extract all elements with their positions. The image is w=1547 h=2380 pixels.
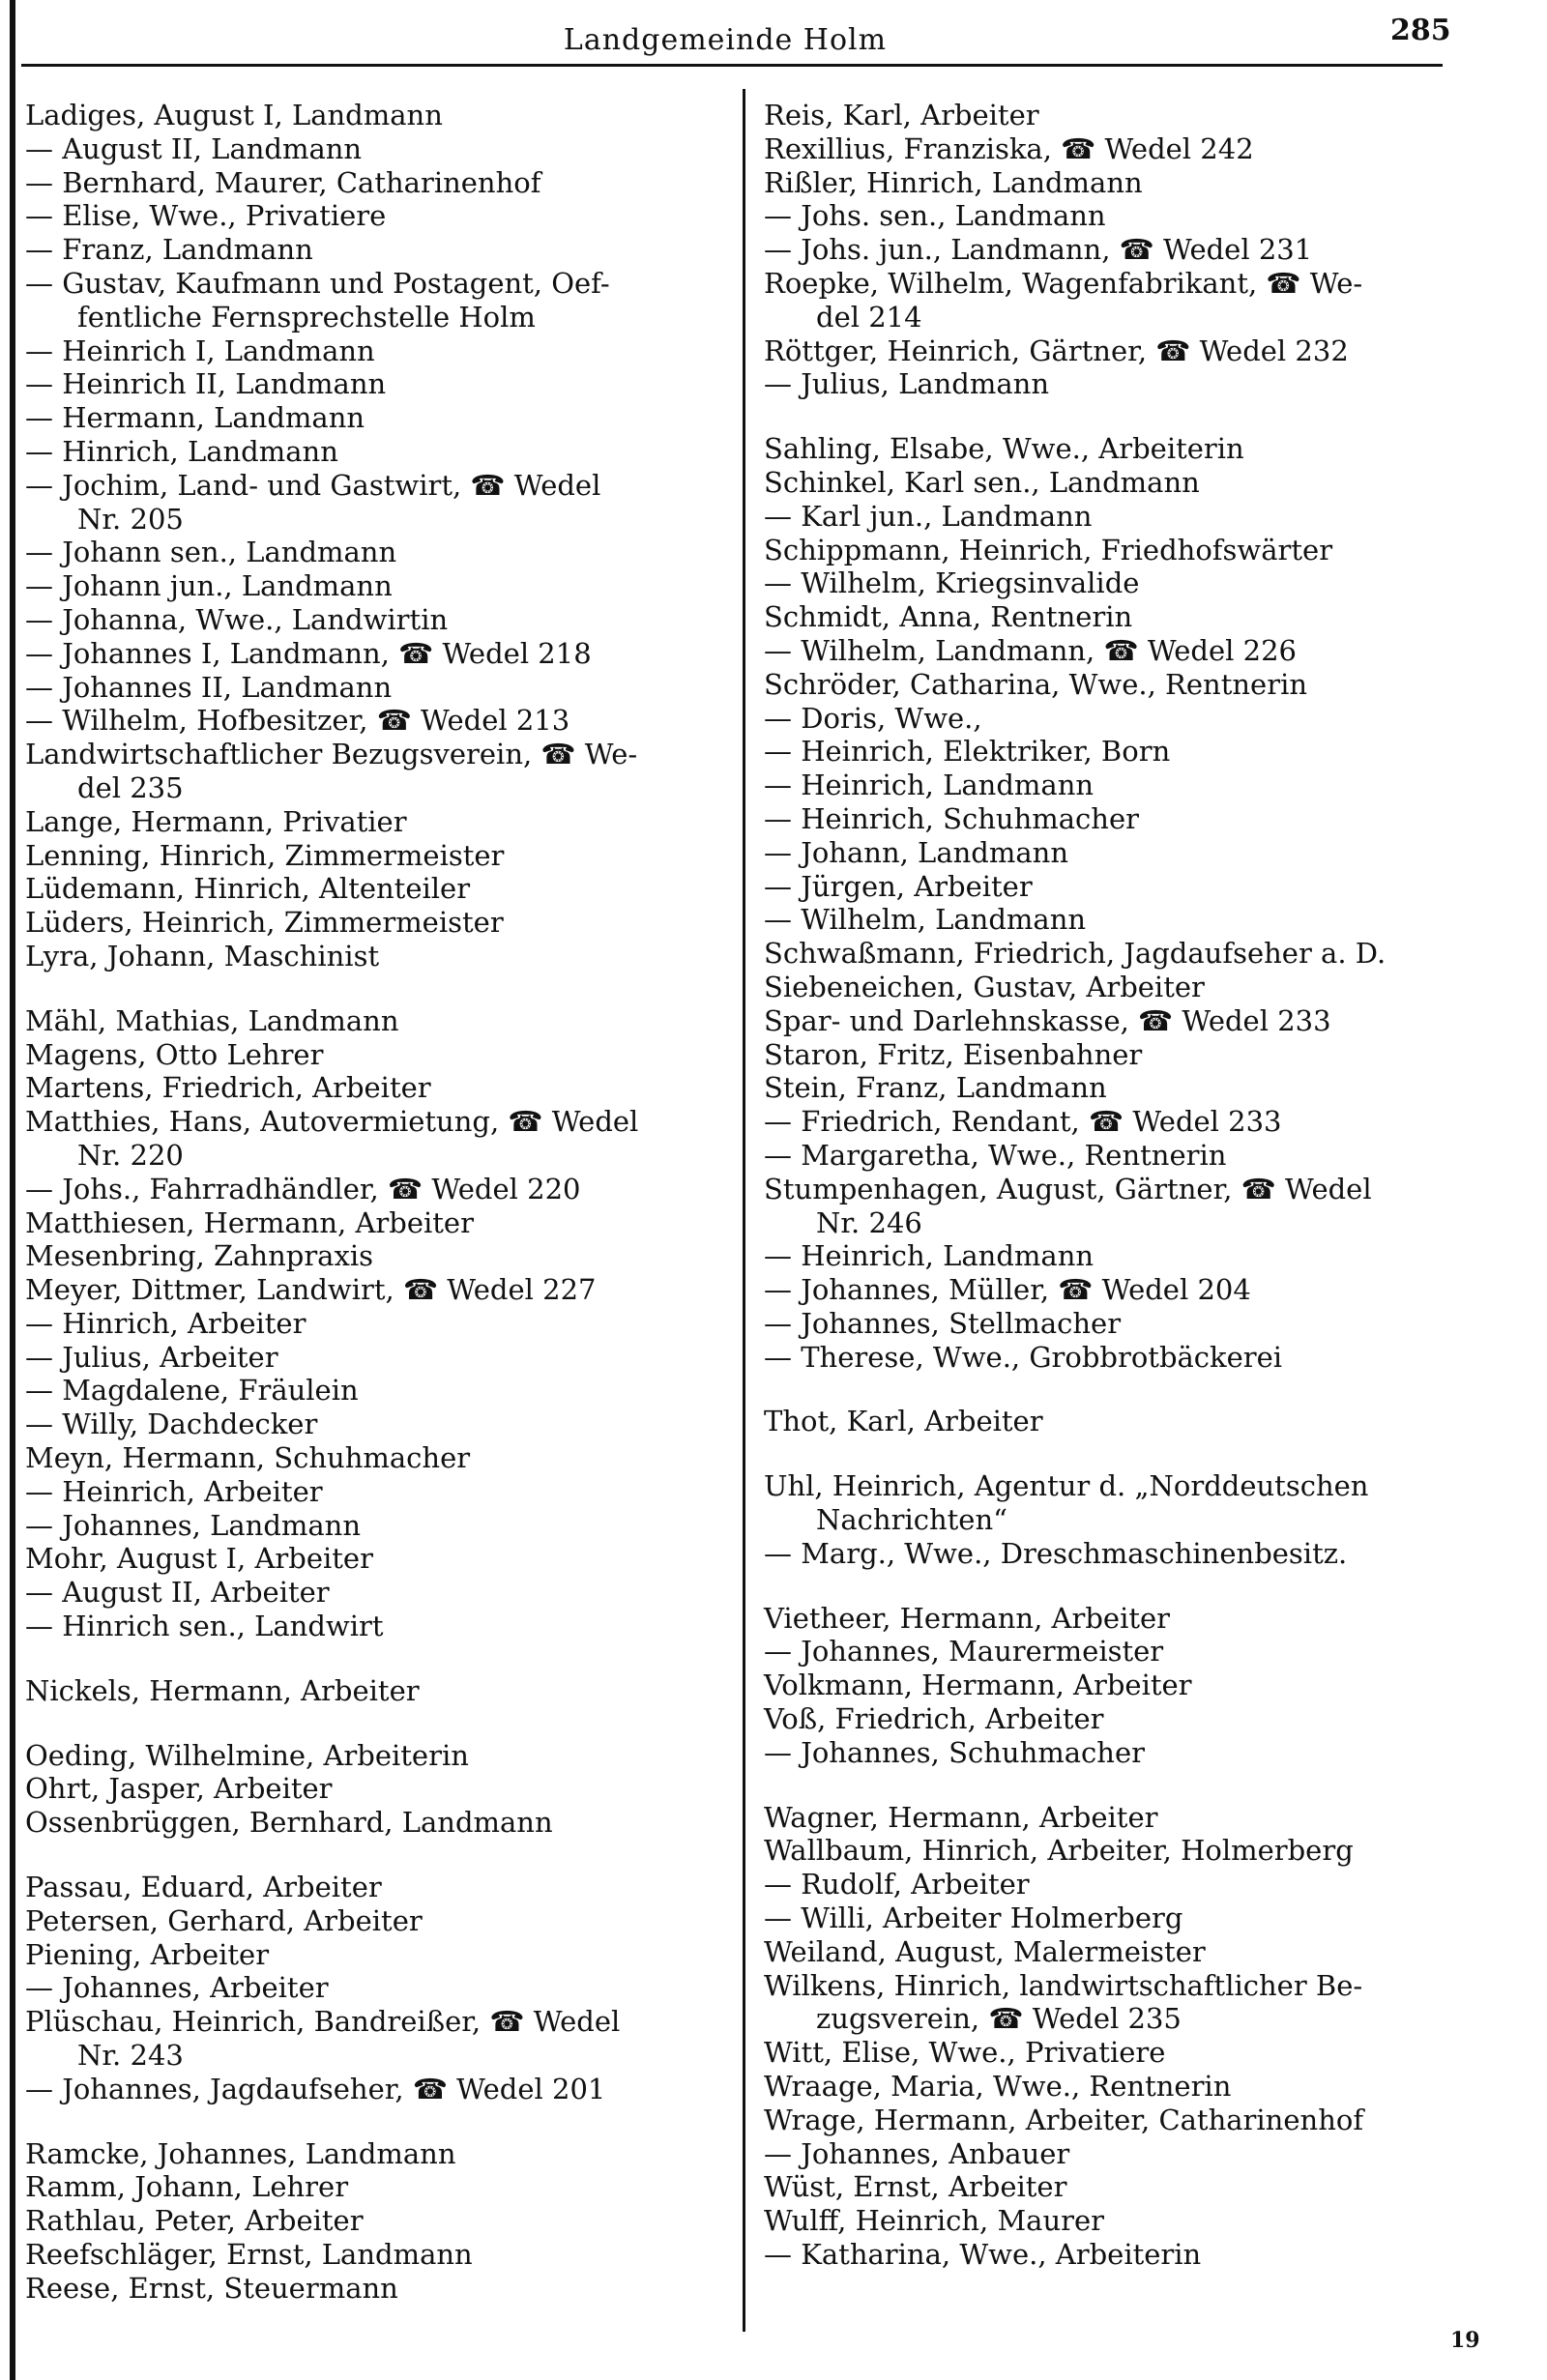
entry-text: — Johanna, Wwe., Landwirtin (25, 602, 449, 636)
directory-entry (25, 1904, 731, 1938)
entry-text: Wüst, Ernst, Arbeiter (764, 2170, 1067, 2204)
entry-text: Piening, Arbeiter (25, 1937, 270, 1971)
entry-gap (25, 973, 731, 1004)
directory-entry (25, 1408, 731, 1441)
header-rule (21, 64, 1443, 67)
directory-entry (25, 637, 731, 671)
directory-entry (25, 805, 731, 839)
entry-text: Wrage, Hermann, Arbeiter, Catharinenhof (764, 2103, 1364, 2136)
entry-text: Magens, Otto Lehrer (25, 1037, 324, 1071)
directory-entry (764, 334, 1479, 368)
entry-text: Stumpenhagen, August, Gärtner, ☎ Wedel (764, 1172, 1372, 1205)
directory-entry (764, 903, 1479, 937)
directory-entry (764, 1969, 1479, 2037)
entry-text: — Johannes, Maurermeister (764, 1635, 1164, 1669)
directory-entry (25, 1374, 731, 1408)
directory-entry (25, 1239, 731, 1273)
entry-text: Schröder, Catharina, Wwe., Rentnerin (764, 667, 1308, 701)
entry-continuation: zugsverein, ☎ Wedel 235 (816, 2002, 1182, 2036)
entry-continuation: del 214 (816, 300, 922, 334)
directory-entry (25, 569, 731, 603)
entry-text: Vietheer, Hermann, Arbeiter (764, 1601, 1171, 1635)
directory-entry (25, 435, 731, 469)
entry-text: — Bernhard, Maurer, Catharinenhof (25, 165, 541, 199)
directory-entry (764, 600, 1479, 634)
entry-text: — Margaretha, Wwe., Rentnerin (764, 1138, 1227, 1172)
directory-entry (764, 566, 1479, 600)
directory-entry (764, 166, 1479, 200)
directory-entry (764, 2170, 1479, 2204)
entry-text: Reefschläger, Ernst, Landmann (25, 2238, 473, 2272)
entry-text: — Johannes II, Landmann (25, 670, 393, 704)
entry-continuation: fentliche Fernsprechstelle Holm (77, 300, 536, 334)
directory-entry (764, 99, 1479, 132)
directory-entry (764, 971, 1479, 1004)
entry-text: Ramm, Johann, Lehrer (25, 2170, 349, 2204)
directory-entry (764, 836, 1479, 870)
entry-text: — Hinrich sen., Landwirt (25, 1610, 384, 1643)
directory-entry (764, 1071, 1479, 1105)
page-number: 285 (1390, 14, 1451, 47)
directory-entry (764, 233, 1479, 267)
entry-text: Ramcke, Johannes, Landmann (25, 2136, 456, 2170)
directory-entry (764, 1341, 1479, 1375)
entry-text: Landwirtschaftlicher Bezugsverein, ☎ We- (25, 738, 638, 771)
directory-entry (25, 1509, 731, 1543)
entry-text: Schmidt, Anna, Rentnerin (764, 600, 1133, 634)
entry-text: Matthiesen, Hermann, Arbeiter (25, 1205, 474, 1239)
entry-text: Ohrt, Jasper, Arbeiter (25, 1772, 333, 1806)
directory-entry (764, 1273, 1479, 1307)
entry-continuation: Nr. 220 (77, 1138, 184, 1172)
entry-text: — Johann jun., Landmann (25, 569, 393, 603)
directory-entry (25, 1105, 731, 1173)
directory-entry (764, 1801, 1479, 1835)
entry-text: Meyn, Hermann, Schuhmacher (25, 1441, 471, 1475)
entry-text: — Marg., Wwe., Dreschmaschinenbesitz. (764, 1536, 1348, 1570)
directory-entry (764, 534, 1479, 567)
directory-entry (25, 839, 731, 873)
directory-entry (25, 1475, 731, 1509)
directory-entry (764, 367, 1479, 401)
entry-text: Lyra, Johann, Maschinist (25, 939, 380, 972)
directory-entry (25, 1772, 731, 1806)
entry-text: — Johannes I, Landmann, ☎ Wedel 218 (25, 636, 592, 670)
directory-entry (25, 199, 731, 233)
entry-text: — Julius, Arbeiter (25, 1340, 278, 1374)
directory-entry (25, 2204, 731, 2238)
entry-text: Voß, Friedrich, Arbeiter (764, 1702, 1104, 1736)
entry-text: Wagner, Hermann, Arbeiter (764, 1800, 1158, 1834)
directory-entry (25, 1038, 731, 1072)
entry-text: Volkmann, Hermann, Arbeiter (764, 1669, 1192, 1702)
entry-text: Matthies, Hans, Autovermietung, ☎ Wedel (25, 1105, 639, 1139)
directory-entry (764, 1239, 1479, 1273)
entry-text: — Jürgen, Arbeiter (764, 869, 1033, 903)
entry-gap (764, 1438, 1479, 1469)
entry-text: Spar- und Darlehnskasse, ☎ Wedel 233 (764, 1003, 1331, 1037)
entry-continuation: del 235 (77, 770, 184, 804)
entry-text: — Johannes, Jagdaufseher, ☎ Wedel 201 (25, 2072, 606, 2105)
directory-entry (25, 1206, 731, 1240)
entry-text: Roepke, Wilhelm, Wagenfabrikant, ☎ We- (764, 266, 1363, 300)
directory-entry (25, 2238, 731, 2272)
directory-entry (25, 1004, 731, 1038)
directory-entry (25, 1674, 731, 1708)
entry-text: Wallbaum, Hinrich, Arbeiter, Holmerberg (764, 1834, 1354, 1868)
entry-text: Lüdemann, Hinrich, Altenteiler (25, 872, 471, 906)
entry-gap (764, 1374, 1479, 1405)
directory-entry (764, 1537, 1479, 1571)
entry-text: — Friedrich, Rendant, ☎ Wedel 233 (764, 1105, 1282, 1139)
entry-gap (764, 401, 1479, 432)
entry-text: Passau, Eduard, Arbeiter (25, 1871, 382, 1904)
directory-entry (764, 2070, 1479, 2104)
directory-entry (764, 1635, 1479, 1669)
directory-entry (25, 1971, 731, 2005)
directory-entry (25, 267, 731, 334)
directory-entry (764, 1307, 1479, 1341)
directory-entry (764, 769, 1479, 802)
entry-text: Mähl, Mathias, Landmann (25, 1003, 399, 1037)
entry-text: Oeding, Wilhelmine, Arbeiterin (25, 1738, 469, 1772)
page-edge-shadow (10, 0, 15, 2380)
directory-entry (764, 432, 1479, 466)
entry-text: Thot, Karl, Arbeiter (764, 1405, 1043, 1438)
directory-entry (25, 334, 731, 368)
directory-entry (25, 704, 731, 738)
directory-entry (25, 1341, 731, 1375)
entry-text: Reis, Karl, Arbeiter (764, 99, 1039, 131)
directory-entry (764, 2204, 1479, 2238)
right-column (764, 99, 1479, 2272)
entry-text: Weiland, August, Malermeister (764, 1934, 1206, 1968)
entry-text: — Johannes, Stellmacher (764, 1306, 1122, 1340)
entry-text: Schwaßmann, Friedrich, Jagdaufseher a. D. (764, 937, 1386, 971)
entry-text: — Katharina, Wwe., Arbeiterin (764, 2238, 1202, 2272)
directory-entry (25, 536, 731, 569)
entry-text: Lenning, Hinrich, Zimmermeister (25, 838, 505, 872)
entry-text: — Heinrich, Landmann (764, 769, 1095, 802)
directory-entry (25, 2137, 731, 2171)
entry-text: Mesenbring, Zahnpraxis (25, 1239, 373, 1273)
entry-text: — Doris, Wwe., (764, 701, 982, 735)
entry-text: — Hinrich, Landmann (25, 434, 338, 468)
directory-entry (25, 1938, 731, 1972)
entry-text: — Heinrich, Arbeiter (25, 1474, 323, 1508)
directory-entry (764, 132, 1479, 166)
entry-text: — Magdalene, Fräulein (25, 1374, 359, 1408)
directory-entry (25, 940, 731, 973)
entry-text: — Wilhelm, Kriegsinvalide (764, 566, 1140, 600)
entry-text: — Heinrich I, Landmann (25, 334, 375, 367)
entry-continuation: Nachrichten“ (816, 1503, 1007, 1537)
entry-text: Stein, Franz, Landmann (764, 1071, 1107, 1105)
directory-entry (25, 1576, 731, 1610)
entry-text: Wraage, Maria, Wwe., Rentnerin (764, 2070, 1232, 2104)
directory-entry (25, 2272, 731, 2306)
directory-entry (25, 1806, 731, 1840)
directory-entry (764, 735, 1479, 769)
entry-text: Wilkens, Hinrich, landwirtschaftlicher Be- (764, 1968, 1363, 2002)
entry-text: Ladiges, August I, Landmann (25, 99, 443, 131)
directory-entry (25, 2005, 731, 2073)
entry-text: Meyer, Dittmer, Landwirt, ☎ Wedel 227 (25, 1273, 597, 1307)
entry-text: — Heinrich II, Landmann (25, 367, 387, 401)
entry-text: — Wilhelm, Landmann (764, 903, 1087, 937)
entry-text: — Gustav, Kaufmann und Postagent, Oef- (25, 266, 610, 300)
entry-continuation: Nr. 243 (77, 2039, 184, 2073)
directory-entry (25, 671, 731, 705)
directory-entry (25, 1307, 731, 1341)
directory-entry (25, 1071, 731, 1105)
entry-text: Lange, Hermann, Privatier (25, 804, 407, 838)
directory-entry (764, 1469, 1479, 1537)
entry-text: — Wilhelm, Hofbesitzer, ☎ Wedel 213 (25, 704, 570, 738)
directory-entry (25, 1739, 731, 1773)
entry-text: — August II, Landmann (25, 131, 363, 165)
entry-text: — Franz, Landmann (25, 233, 313, 267)
directory-entry (764, 1004, 1479, 1038)
directory-entry (25, 1273, 731, 1307)
entry-text: — Willy, Dachdecker (25, 1408, 318, 1441)
directory-entry (25, 132, 731, 166)
entry-text: Rexillius, Franziska, ☎ Wedel 242 (764, 131, 1254, 165)
entry-text: Mohr, August I, Arbeiter (25, 1542, 373, 1576)
directory-entry (25, 2170, 731, 2204)
entry-text: Schinkel, Karl sen., Landmann (764, 465, 1200, 499)
entry-gap (25, 2106, 731, 2137)
directory-entry (764, 466, 1479, 500)
entry-text: — Elise, Wwe., Privatiere (25, 199, 387, 233)
directory-entry (764, 702, 1479, 736)
entry-text: Martens, Friedrich, Arbeiter (25, 1071, 431, 1105)
entry-gap (25, 1708, 731, 1739)
entry-text: — Heinrich, Elektriker, Born (764, 735, 1171, 769)
directory-entry (764, 668, 1479, 702)
entry-text: Wulff, Heinrich, Maurer (764, 2204, 1105, 2238)
directory-entry (764, 1602, 1479, 1636)
entry-text: — Johannes, Schuhmacher (764, 1735, 1145, 1769)
directory-entry (764, 199, 1479, 233)
entry-gap (25, 1643, 731, 1674)
directory-entry (764, 634, 1479, 668)
entry-text: Rathlau, Peter, Arbeiter (25, 2204, 364, 2238)
directory-entry (25, 872, 731, 906)
directory-entry (25, 469, 731, 537)
column-divider (743, 89, 745, 2332)
directory-entry (764, 2137, 1479, 2171)
entry-text: Reese, Ernst, Steuermann (25, 2271, 398, 2305)
entry-text: Lüders, Heinrich, Zimmermeister (25, 906, 504, 940)
entry-text: Uhl, Heinrich, Agentur d. „Norddeutschen (764, 1469, 1369, 1503)
directory-entry (764, 1139, 1479, 1173)
entry-text: — Johann sen., Landmann (25, 536, 397, 569)
entry-text: — Julius, Landmann (764, 367, 1049, 401)
directory-entry (25, 1173, 731, 1206)
entry-text: — Hermann, Landmann (25, 401, 365, 435)
entry-text: Nickels, Hermann, Arbeiter (25, 1673, 420, 1707)
directory-entry (764, 1105, 1479, 1139)
entry-gap (25, 1840, 731, 1871)
directory-entry (764, 1405, 1479, 1438)
directory-entry (764, 267, 1479, 334)
entry-text: — August II, Arbeiter (25, 1576, 330, 1610)
entry-text: — Johannes, Landmann (25, 1508, 362, 1542)
entry-text: — Heinrich, Schuhmacher (764, 801, 1139, 835)
directory-entry (764, 1868, 1479, 1901)
directory-entry (25, 1871, 731, 1904)
directory-entry (764, 870, 1479, 904)
entry-text: — Karl jun., Landmann (764, 499, 1093, 533)
entry-text: — Johs. jun., Landmann, ☎ Wedel 231 (764, 233, 1313, 267)
entry-text: — Rudolf, Arbeiter (764, 1868, 1030, 1901)
left-column (25, 99, 731, 2306)
signature-mark: 19 (1450, 2328, 1480, 2353)
directory-entry (764, 1702, 1479, 1736)
directory-entry (25, 401, 731, 435)
directory-entry (764, 2104, 1479, 2137)
entry-text: — Johann, Landmann (764, 835, 1068, 869)
directory-entry (25, 233, 731, 267)
entry-text: — Therese, Wwe., Grobbrotbäckerei (764, 1340, 1283, 1374)
entry-text: Staron, Fritz, Eisenbahner (764, 1037, 1143, 1071)
entry-text: — Willi, Arbeiter Holmerberg (764, 1901, 1183, 1935)
entry-text: Röttger, Heinrich, Gärtner, ☎ Wedel 232 (764, 334, 1349, 367)
directory-entry (25, 1610, 731, 1643)
directory-entry (25, 738, 731, 805)
directory-entry (764, 1901, 1479, 1935)
entry-gap (764, 1770, 1479, 1801)
entry-text: Sahling, Elsabe, Wwe., Arbeiterin (764, 432, 1244, 466)
directory-entry (25, 99, 731, 132)
entry-text: — Heinrich, Landmann (764, 1239, 1095, 1273)
directory-entry (25, 603, 731, 637)
directory-entry (764, 1173, 1479, 1240)
directory-entry (25, 1542, 731, 1576)
entry-continuation: Nr. 205 (77, 502, 184, 536)
entry-text: Witt, Elise, Wwe., Privatiere (764, 2036, 1166, 2070)
entry-continuation: Nr. 246 (816, 1205, 922, 1239)
entry-text: Petersen, Gerhard, Arbeiter (25, 1903, 423, 1937)
directory-entry (764, 937, 1479, 971)
directory-entry (764, 2238, 1479, 2272)
directory-entry (25, 1441, 731, 1475)
directory-entry (25, 367, 731, 401)
directory-entry (25, 2073, 731, 2106)
directory-entry (764, 1038, 1479, 1072)
entry-text: — Johannes, Müller, ☎ Wedel 204 (764, 1273, 1251, 1307)
entry-text: Siebeneichen, Gustav, Arbeiter (764, 970, 1205, 1003)
entry-text: Schippmann, Heinrich, Friedhofswärter (764, 533, 1333, 566)
directory-entry (764, 500, 1479, 534)
entry-text: — Johannes, Arbeiter (25, 1971, 329, 2005)
directory-entry (764, 1736, 1479, 1770)
directory-entry (764, 2036, 1479, 2070)
entry-gap (764, 1571, 1479, 1602)
directory-entry (764, 1669, 1479, 1702)
entry-text: Rißler, Hinrich, Landmann (764, 165, 1143, 199)
entry-text: — Hinrich, Arbeiter (25, 1306, 306, 1340)
entry-text: — Johs., Fahrradhändler, ☎ Wedel 220 (25, 1172, 581, 1205)
page-title: Landgemeinde Holm (563, 23, 888, 57)
entry-text: — Johs. sen., Landmann (764, 199, 1106, 233)
entry-text: Ossenbrüggen, Bernhard, Landmann (25, 1806, 553, 1840)
directory-entry (764, 1834, 1479, 1868)
directory-entry (25, 906, 731, 940)
directory-entry (764, 802, 1479, 836)
entry-text: Plüschau, Heinrich, Bandreißer, ☎ Wedel (25, 2005, 621, 2039)
entry-text: — Wilhelm, Landmann, ☎ Wedel 226 (764, 633, 1297, 667)
directory-entry (25, 166, 731, 200)
entry-text: — Johannes, Anbauer (764, 2136, 1070, 2170)
directory-entry (764, 1935, 1479, 1969)
entry-text: — Jochim, Land- und Gastwirt, ☎ Wedel (25, 468, 601, 502)
